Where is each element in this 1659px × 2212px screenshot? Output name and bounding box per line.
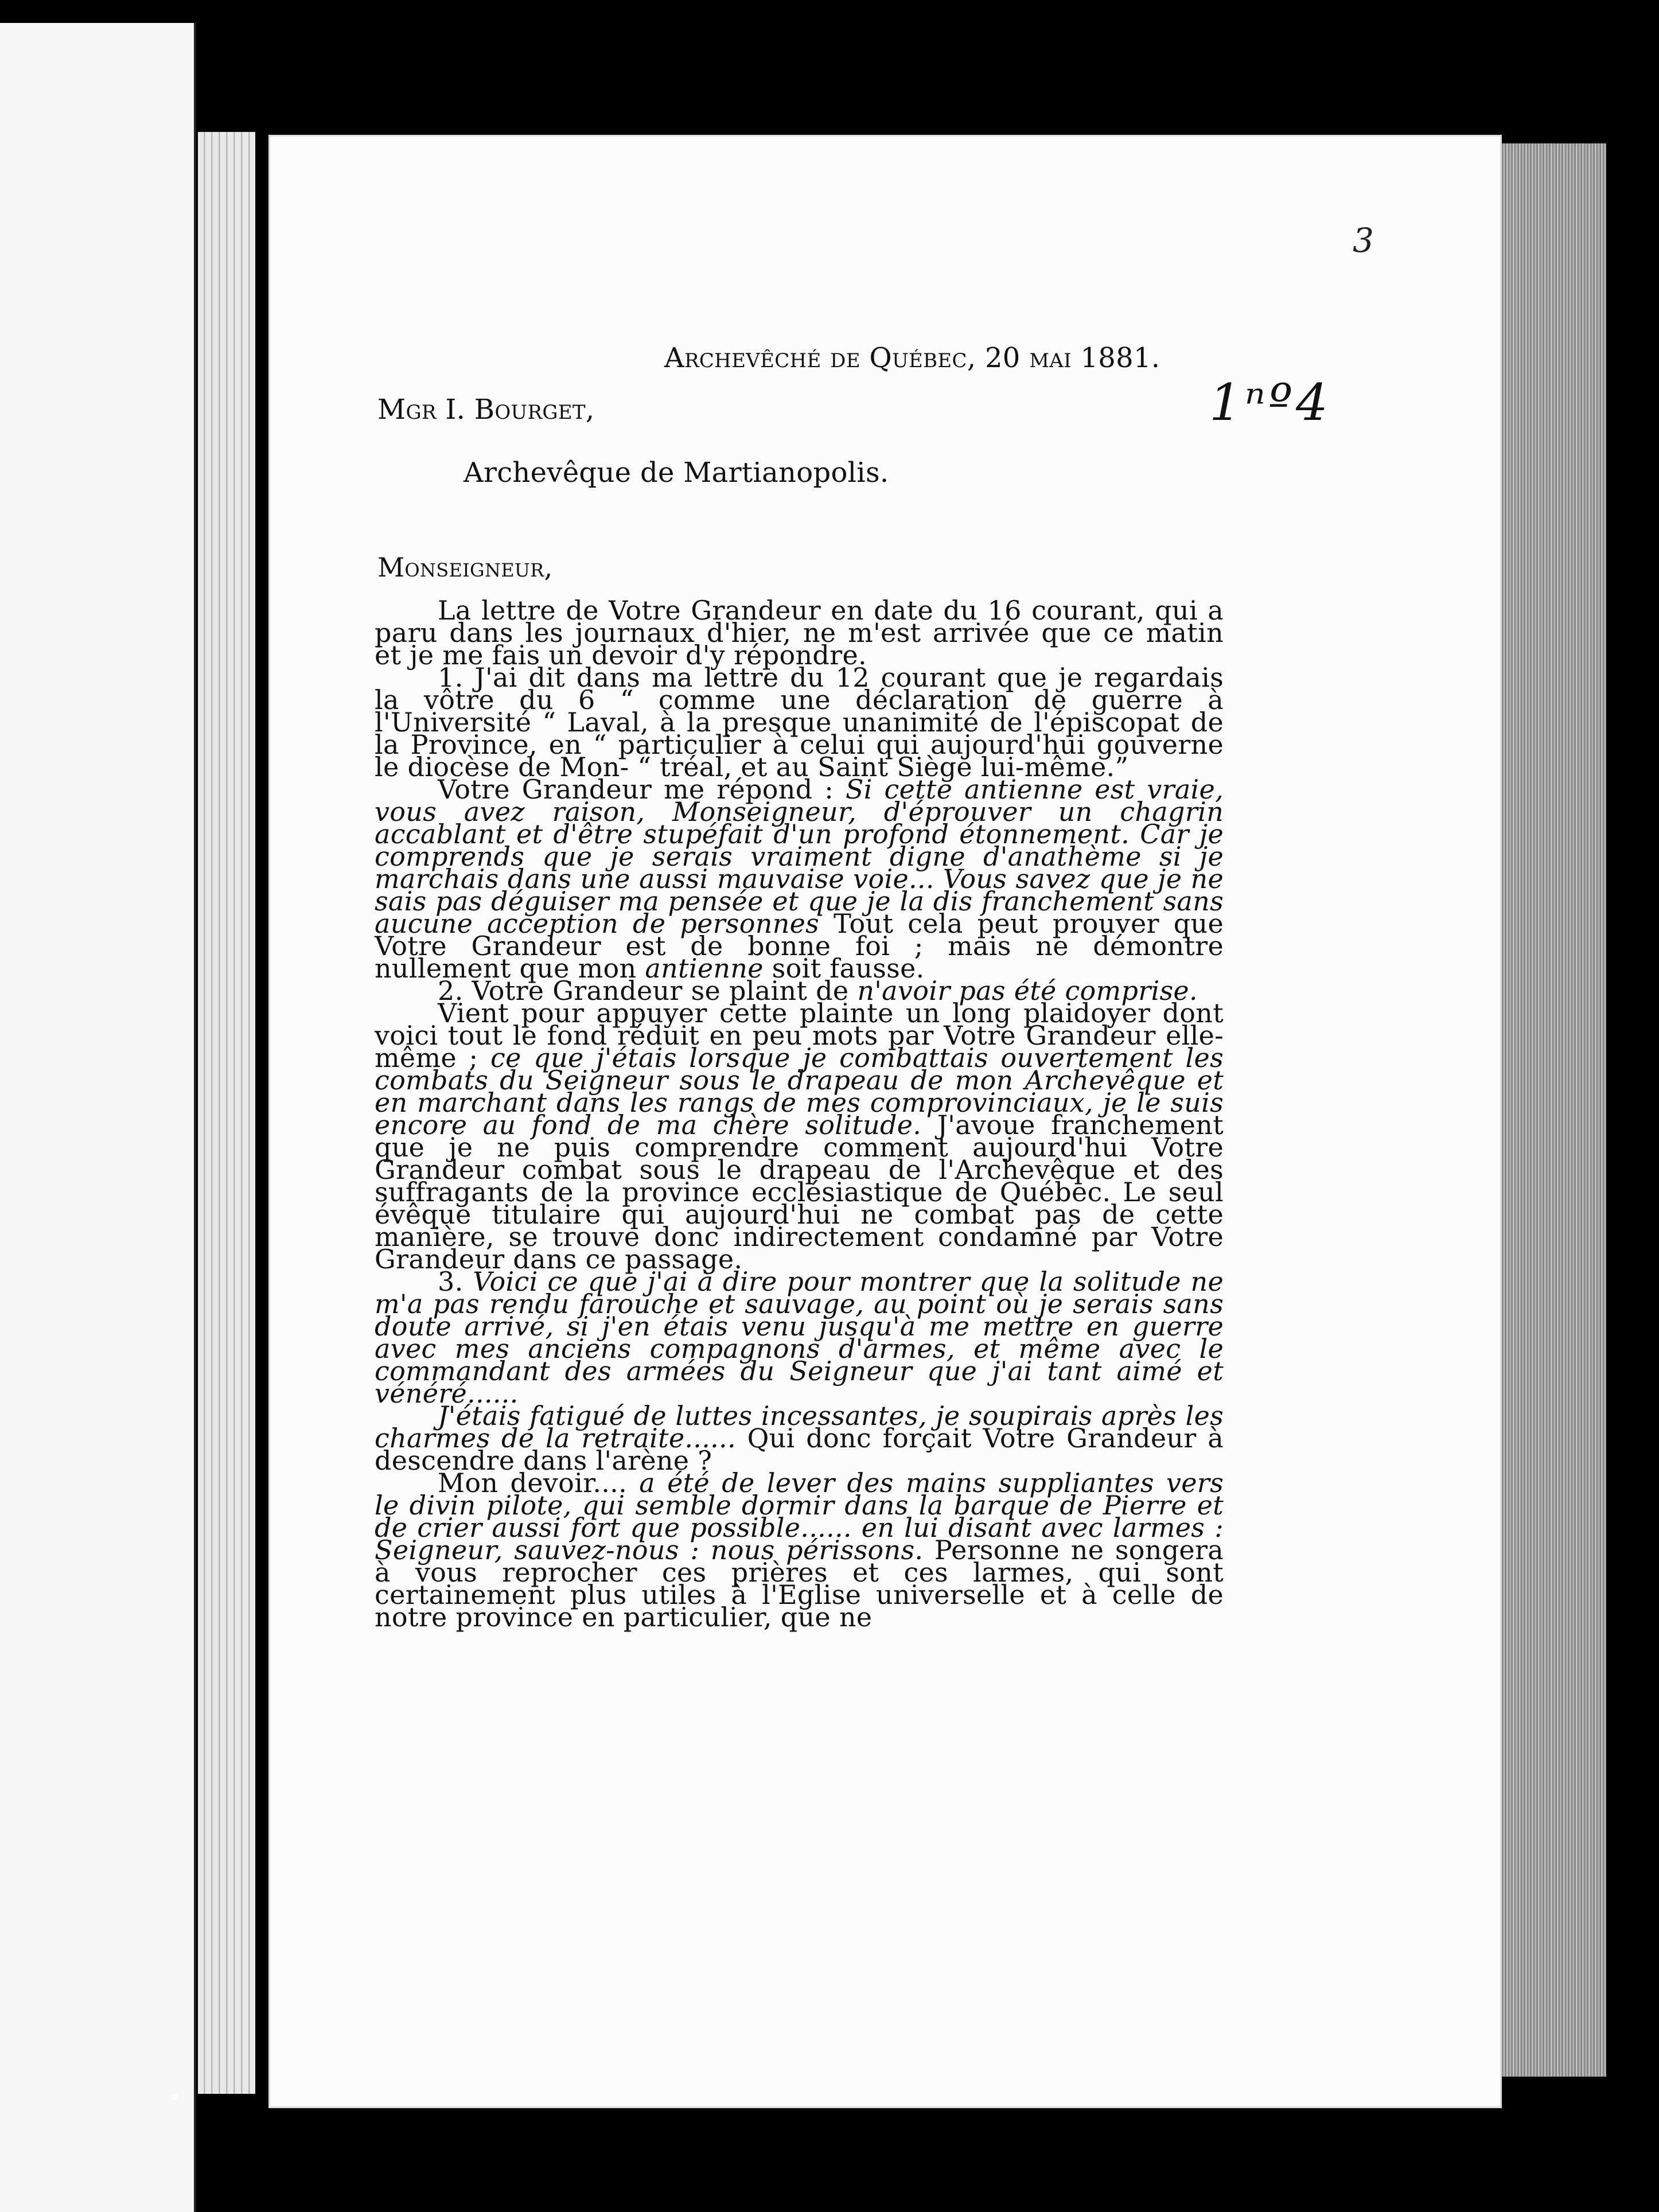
emphasis-text: n'avoir pas été comprise. [857,975,1198,1006]
margin-dot [172,2094,178,2100]
document-page [268,135,1502,2108]
left-page-edge [198,132,255,2094]
paragraph-text: soit fausse. [772,953,925,984]
paragraph-text: J'avoue franchement que je ne puis comprendre comment aujourd'hui Votre Grandeur combat sous le drapeau de l'Archevêque et des suffragants de la province ecclésiastique de Québec. Le seul évêque titulaire qui aujourd'hui ne combat pas de cette manière, se trouve donc indirectement condamné par Votre Grandeur dans ce passage. [375,1109,1224,1275]
paragraph-text: Qui donc forçait Votre Grandeur à descendre dans l'arène ? [375,1423,1224,1476]
paragraph [375,662,1224,782]
quoted-text: J'étais fatigué de luttes incessantes, je soupirais après les charmes de la retraite...... [375,1400,1224,1454]
paragraph-text: La lettre de Votre Grandeur en date du 16 courant, qui a paru dans les journaux d'hier, ne m'est arrivée que ce matin et je me fais un devoir d'y répondre. [375,595,1224,671]
recipient-name: Mgr I. Bourget, [377,394,595,426]
paragraph [375,1266,1224,1409]
quoted-text: Si cette antienne est vraie, vous avez raison, Monseigneur, d'éprouver un chagrin accablant et d'être stupéfait d'un profond étonnement. Car je comprends que je serais vraiment digne d'anathème si je marchais dans une aussi mauvaise voie... Vous savez que je ne sais pas déguiser ma pensée et que je la dis franchement sans aucune acception de personnes [375,774,1224,939]
emphasis-text: antienne [645,953,764,984]
paragraph-text: 1. J'ai dit dans ma lettre du 12 courant que je regardais la vôtre du 6 “ comme une déclaration de guerre à l'Université “ Laval, à la presque unanimité de l'épiscopat de la Province, en “ particulier à celui qui aujourd'hui gouverne le diocèse de Mon- “ tréal, et au Saint Siège lui-même.” [375,662,1224,782]
paragraph [375,998,1224,1275]
recipient-title: Archevêque de Martianopolis. [464,457,889,489]
paragraph [375,595,1224,671]
letter-body [375,595,1224,1633]
quoted-text: ce que j'étais lorsque je combattais ouvertement les combats du Seigneur sous le drapeau de mon Archevêque et en marchant dans les rangs de mes comprovinciaux, je le suis encore au fond de ma chère solitude. [375,1042,1224,1140]
quoted-text: Voici ce que j'ai à dire pour montrer que la solitude ne m'a pas rendu farouche et sauvage, au point où je serais sans doute arrivé, si j'en étais venu jusqu'à me mettre en guerre avec mes anciens compagnons d'armes, et même avec le commandant des armées du Seigneur que j'ai tant aimé et vénéré...... [375,1266,1224,1409]
paragraph-text: Tout cela peut prouver que Votre Grandeur est de bonne foi ; mais ne démontre nullement que mon [375,908,1224,984]
paragraph [375,774,1224,984]
paragraph [375,1467,1224,1633]
paragraph-text: 2. Votre Grandeur se plaint de [438,975,849,1006]
paragraph-text: Personne ne songera à vous reprocher ces prières et ces larmes, qui sont certainement plus utiles à l'Eglise universelle et à celle de notre province en particulier, que ne [375,1535,1224,1633]
paragraph [375,1400,1224,1476]
paragraph-text: Votre Grandeur me répond : [438,774,834,805]
paragraph-text: 3. [438,1266,464,1297]
dateline: Archevêché de Québec, 20 mai 1881. [664,342,1160,374]
paragraph-text: Mon devoir.... [438,1467,628,1498]
page-number: 3 [1353,221,1374,260]
quoted-text: a été de lever des mains suppliantes vers le divin pilote, qui semble dormir dans la barque de Pierre et de crier aussi fort que possible...... en lui disant avec larmes : Seigneur, sauvez-nous : nous périssons. [375,1467,1224,1565]
paragraph-text: Vient pour appuyer cette plainte un long plaidoyer dont voici tout le fond réduit en peu mots par Votre Grandeur elle-même ; [375,998,1224,1073]
page-stack-edge [1491,143,1606,2077]
left-page-sliver [0,23,196,2212]
handwritten-note: 1ⁿº4 [1209,373,1332,432]
salutation: Monseigneur, [377,552,553,583]
